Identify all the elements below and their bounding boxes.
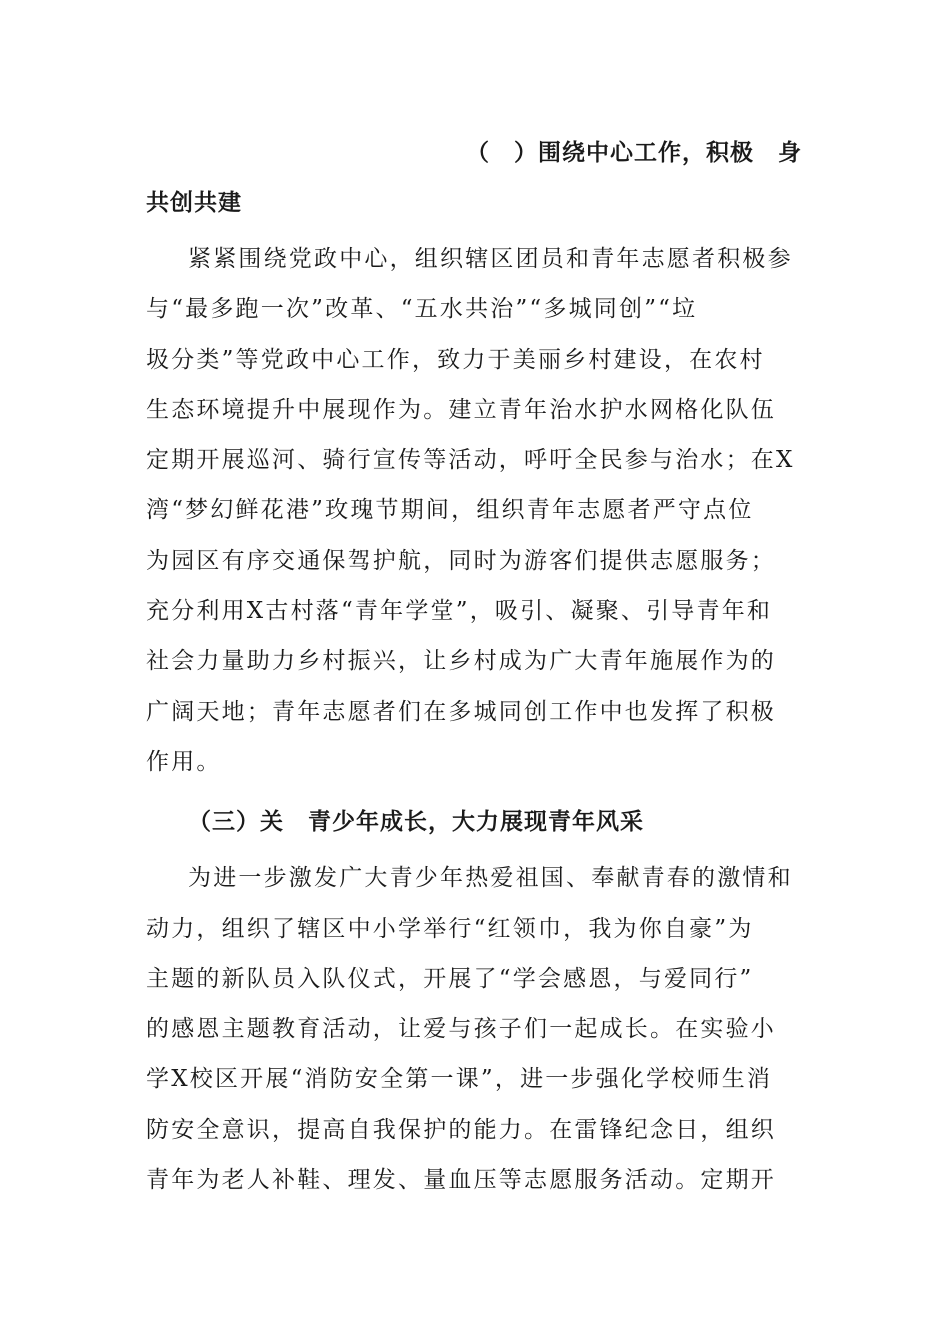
- paragraph-line: 定期开展巡河、骑行宣传等活动，呼吁全民参与治水；在X: [146, 447, 795, 474]
- paragraph-line: 青年为老人补鞋、理发、量血压等志愿服务活动。定期开: [146, 1167, 776, 1194]
- paragraph-line: 社会力量助力乡村振兴，让乡村成为广大青年施展作为的: [146, 648, 776, 675]
- section-2-paragraph: [146, 234, 806, 787]
- paragraph-line: 的感恩主题教育活动，让爱与孩子们一起成长。在实验小: [146, 1016, 776, 1043]
- section-2-heading: （ ）围绕中心工作，积极 身: [466, 140, 802, 166]
- paragraph-line: 广阔天地；青年志愿者们在多城同创工作中也发挥了积极: [146, 698, 776, 725]
- document-page: [146, 128, 806, 1205]
- paragraph-line: 生态环境提升中展现作为。建立青年治水护水网格化队伍: [146, 396, 776, 423]
- paragraph-line: 圾分类”等党政中心工作，致力于美丽乡村建设，在农村: [146, 346, 765, 373]
- paragraph-line: 作用。: [146, 748, 222, 775]
- section-3-heading: （三）关 青少年成长，大力展现青年风采: [188, 809, 644, 836]
- paragraph-line: 充分利用X古村落“青年学堂”，吸引、凝聚、引导青年和: [146, 598, 773, 625]
- paragraph-line: 为园区有序交通保驾护航，同时为游客们提供志愿服务；: [146, 547, 776, 574]
- paragraph-line: 动力，组织了辖区中小学举行“红领巾，我为你自豪”为: [146, 915, 754, 942]
- section-3-paragraph: [146, 853, 806, 1205]
- section-2-heading-continued: 共创共建: [146, 190, 242, 216]
- paragraph-line: 为进一步激发广大青少年热爱祖国、奉献青春的激情和: [188, 865, 793, 892]
- paragraph-line: 防安全意识，提高自我保护的能力。在雷锋纪念日，组织: [146, 1116, 776, 1143]
- paragraph-line: 学X校区开展“消防安全第一课”，进一步强化学校师生消: [146, 1066, 773, 1093]
- paragraph-line: 紧紧围绕党政中心，组织辖区团员和青年志愿者积极参: [188, 246, 793, 272]
- paragraph-line: 与“最多跑一次”改革、“五水共治”“多城同创”“垃: [146, 296, 698, 323]
- paragraph-line: 主题的新队员入队仪式，开展了“学会感恩，与爱同行”: [146, 965, 754, 992]
- paragraph-line: 湾“梦幻鲜花港”玫瑰节期间，组织青年志愿者严守点位: [146, 497, 754, 524]
